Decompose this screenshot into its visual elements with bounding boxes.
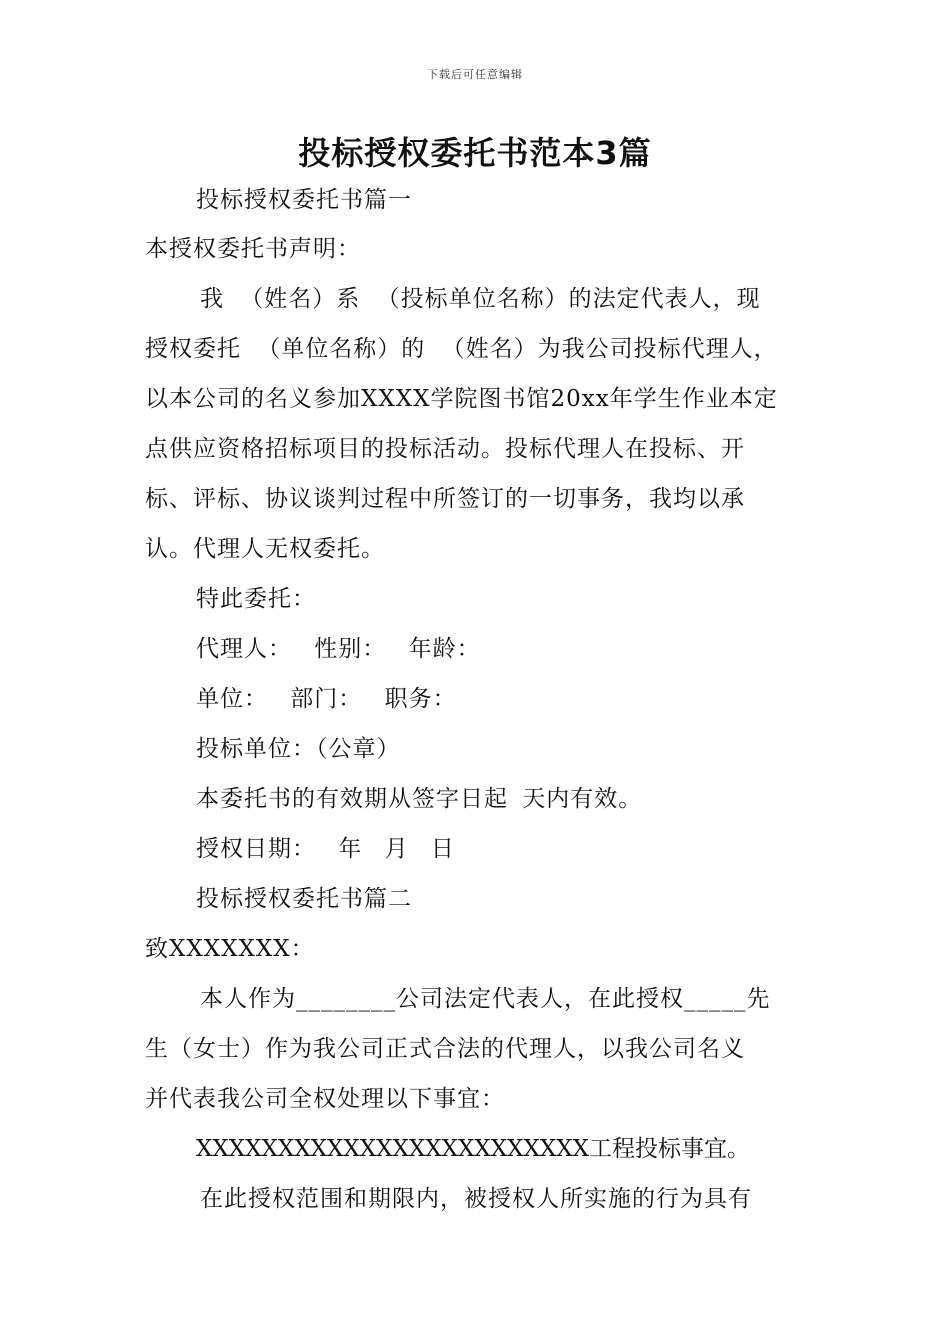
paragraph-line: XXXXXXXXXXXXXXXXXXXXXXXX工程投标事宜。 [196,1136,750,1162]
paragraph-line: 以本公司的名义参加XXXX学院图书馆20xx年学生作业本定 [145,386,778,412]
paragraph-line: 特此委托： [196,586,316,612]
paragraph-line: 并代表我公司全权处理以下事宜： [145,1086,505,1112]
document-title: 投标授权委托书范本3篇 [298,134,652,172]
paragraph-line: 认。代理人无权委托。 [145,536,385,562]
paragraph-line: 本人作为________公司法定代表人，在此授权_____先 [200,986,771,1012]
section-heading-1: 投标授权委托书篇一 [196,187,412,213]
paragraph-line: 在此授权范围和期限内，被授权人所实施的行为具有 [200,1186,752,1212]
paragraph-line: 本委托书的有效期从签字日起 天内有效。 [196,786,643,812]
form-field-line: 投标单位：（公章） [196,736,401,762]
section-heading-2: 投标授权委托书篇二 [196,886,412,912]
paragraph-line: 标、评标、协议谈判过程中所签订的一切事务，我均以承 [145,486,745,512]
paragraph-line: 我 （姓名）系 （投标单位名称）的法定代表人，现 [200,286,761,312]
paragraph-line: 致XXXXXXX： [145,936,315,962]
form-field-line: 单位： 部门： 职务： [196,686,457,712]
paragraph-line: 生（女士）作为我公司正式合法的代理人，以我公司名义 [145,1036,745,1062]
paragraph-line: 授权委托 （单位名称）的 （姓名）为我公司投标代理人， [145,336,778,362]
paragraph-line: 点供应资格招标项目的投标活动。投标代理人在投标、开 [145,436,745,462]
paragraph-line: 本授权委托书声明： [145,236,361,262]
form-field-line: 代理人： 性别： 年龄： [196,636,481,662]
form-field-line: 授权日期： 年 月 日 [196,836,455,862]
header-note: 下载后可任意编辑 [427,68,523,81]
